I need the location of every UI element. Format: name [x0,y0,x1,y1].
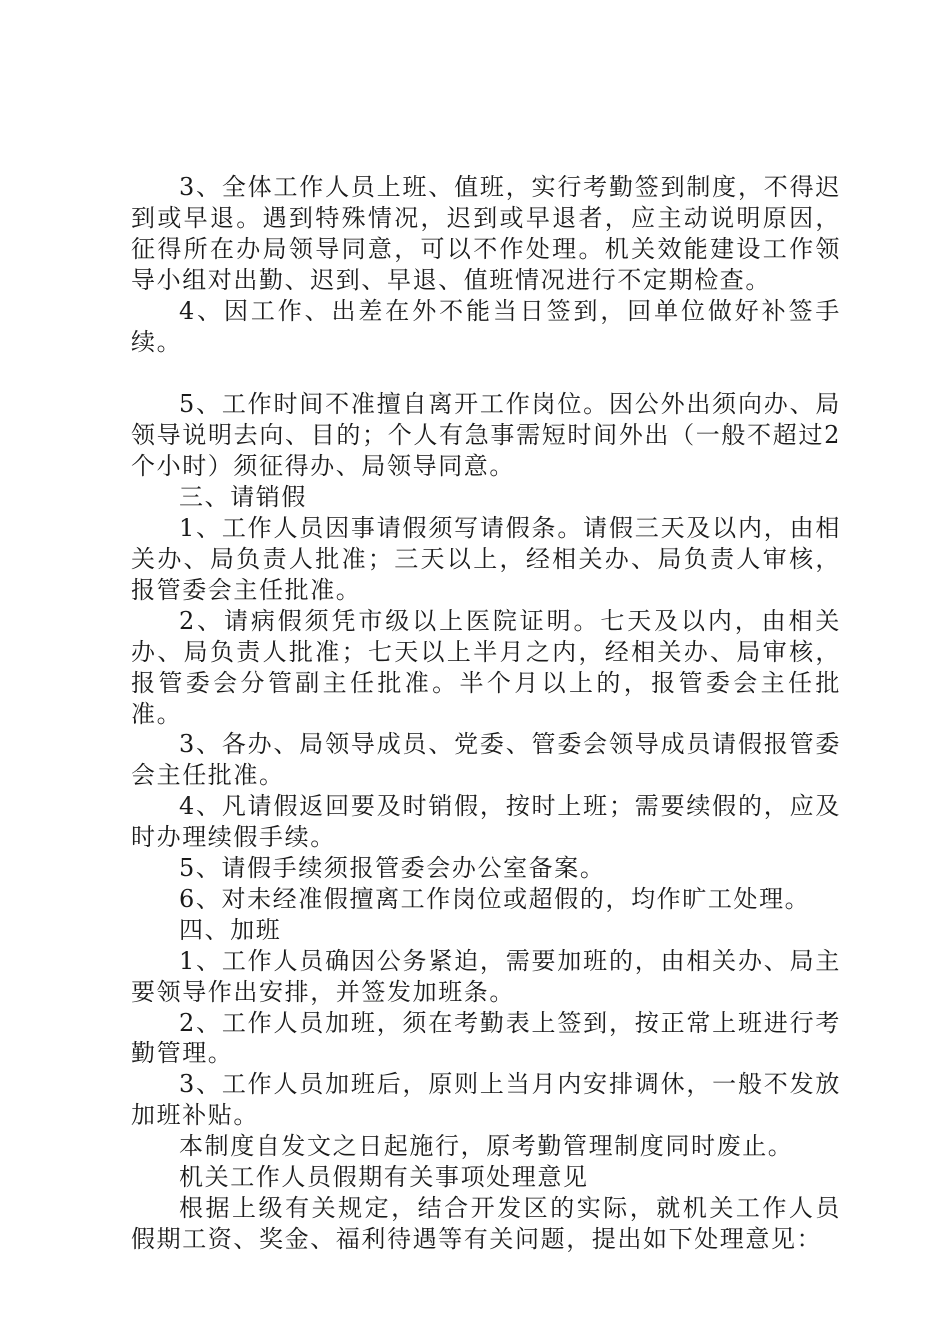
paragraph-business-trip-signin: 4、因工作、出差在外不能当日签到，回单位做好补签手续。 [131,296,841,356]
paragraph-return-from-leave: 4、凡请假返回要及时销假，按时上班；需要续假的，应及时办理续假手续。 [131,792,841,852]
paragraph-leaving-post: 5、工作时间不准擅自离开工作岗位。因公外出须向办、局领导说明去向、目的；个人有急事需短时间外出（一般不超过2个小时）须征得办、局领导同意。 [131,390,841,481]
paragraph-absenteeism: 6、对未经准假擅离工作岗位或超假的，均作旷工处理。 [179,884,811,913]
paragraph-overtime-compensation: 3、工作人员加班后，原则上当月内安排调休，一般不发放加班补贴。 [131,1070,841,1130]
paragraph-overtime-arrangement: 1、工作人员确因公务紧迫，需要加班的，由相关办、局主要领导作出安排，并签发加班条。 [131,946,841,1006]
section-heading-leave: 三、请销假 [179,483,307,512]
document-body [131,172,841,1255]
paragraph-personal-leave: 1、工作人员因事请假须写请假条。请假三天及以内，由相关办、局负责人批准；三天以上，经相关办、局负责人审核，报管委会主任批准。 [131,514,841,604]
paragraph-sick-leave: 2、请病假须凭市级以上医院证明。七天及以内，由相关办、局负责人批准；七天以上半月之内，经相关办、局审核，报管委会分管副主任批准。半个月以上的，报管委会主任批准。 [131,606,841,728]
document-subtitle: 机关工作人员假期有关事项处理意见 [179,1163,589,1192]
paragraph-introduction: 根据上级有关规定，结合开发区的实际，就机关工作人员假期工资、奖金、福利待遇等有关问题，提出如下处理意见： [131,1194,841,1253]
paragraph-spacer [131,357,841,389]
paragraph-effective-date: 本制度自发文之日起施行，原考勤管理制度同时废止。 [179,1132,794,1161]
paragraph-attendance-signin: 3、全体工作人员上班、值班，实行考勤签到制度，不得迟到或早退。遇到特殊情况，迟到或早退者，应主动说明原因，征得所在办局领导同意，可以不作处理。机关效能建设工作领导小组对出勤、迟到、早退、值班情况进行不定期检查。 [131,173,841,294]
paragraph-leave-filing: 5、请假手续须报管委会办公室备案。 [179,854,606,883]
paragraph-overtime-signin: 2、工作人员加班，须在考勤表上签到，按正常上班进行考勤管理。 [131,1008,841,1068]
section-heading-overtime: 四、加班 [179,915,282,944]
paragraph-leader-leave: 3、各办、局领导成员、党委、管委会领导成员请假报管委会主任批准。 [131,730,841,790]
